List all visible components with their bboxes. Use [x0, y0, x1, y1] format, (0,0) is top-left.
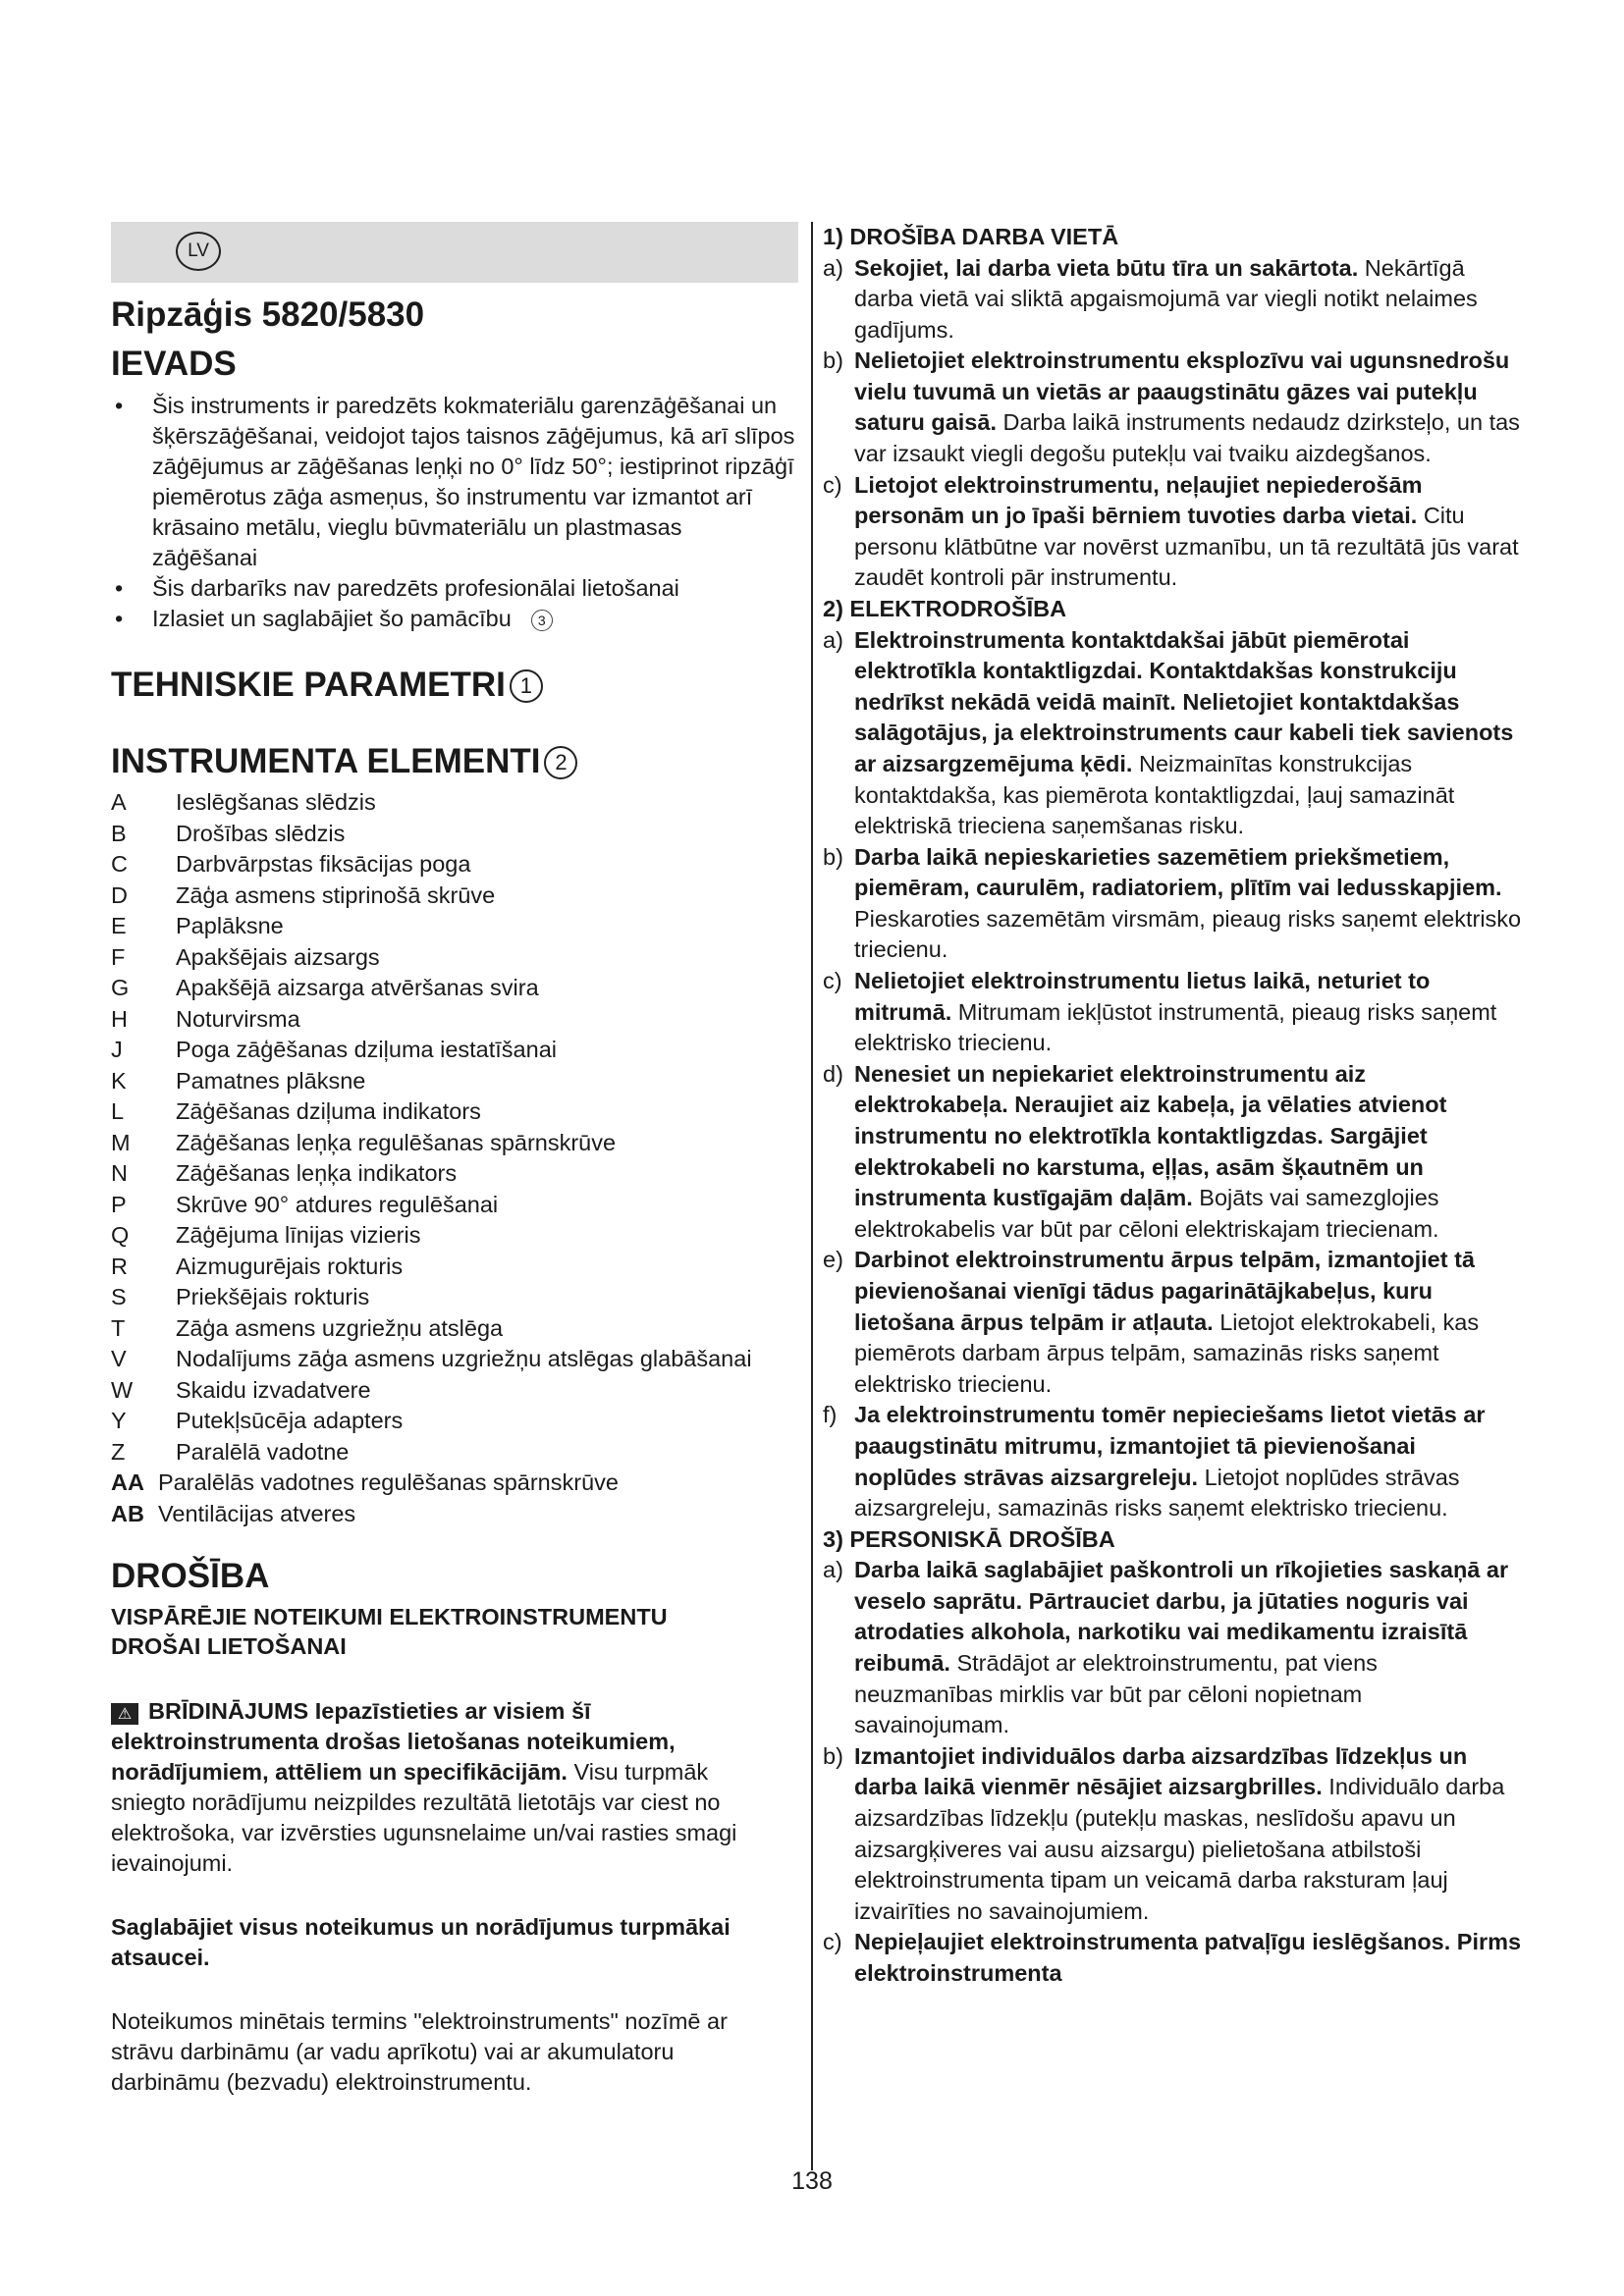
rule-text: Lietojot noplūdes strāvas aizsargreleju, samazinās risks saņemt elektrisko triecienu.	[854, 1464, 1460, 1522]
elements-heading: INSTRUMENTA ELEMENTI 2	[111, 740, 798, 783]
rule-item	[823, 346, 1522, 469]
term-definition: Noteikumos minētais termins "elektroinstruments" nozīmē ar strāvu darbināmu (ar vadu aprīkotu) vai ar akumulatoru darbināmu (bezvadu) elektroinstrumentu.	[111, 2008, 728, 2095]
list-item: • Šis darbarīks nav paredzēts profesionālai lietošanai	[115, 575, 679, 601]
rule-label: d)	[823, 1060, 843, 1087]
parts-list-item	[111, 1128, 798, 1159]
rule-bold-text: Darbinot elektroinstrumentu ārpus telpām, izmantojiet tā pievienošanai vienīgi tādus pagarinātājkabeļus, kuru lietošana ārpus telpām ir atļauta.	[854, 1247, 1475, 1335]
intro-heading: IEVADS	[111, 345, 237, 383]
rule-label: b)	[823, 1742, 843, 1769]
rule-item	[823, 253, 1522, 347]
part-letter: D	[111, 881, 128, 908]
part-letter: N	[111, 1160, 128, 1186]
rule-text: Nekārtīgā darba vietā vai sliktā apgaismojumā var viegli notikt nelaimes gadījums.	[854, 254, 1478, 343]
parts-list-item	[111, 1437, 798, 1468]
rule-label: a)	[823, 626, 843, 653]
rule-bold-text: Nepieļaujiet elektroinstrumenta patvaļīgu ieslēgšanos. Pirms elektroinstrumenta	[854, 1929, 1522, 1986]
rule-item	[823, 1741, 1522, 1928]
part-letter: J	[111, 1037, 123, 1062]
part-label: Paralēlā vadotne	[176, 1438, 350, 1465]
rule-item	[823, 625, 1522, 842]
part-label: Ieslēgšanas slēdzis	[176, 789, 376, 815]
part-label: Pamatnes plāksne	[176, 1067, 366, 1094]
part-letter: C	[111, 851, 128, 877]
list-item: • Šis instruments ir paredzēts kokmateriālu garenzāģēšanai un šķērszāģēšanai, veidojot tajos taisnos zāģējumus, kā arī slīpos zāģējumus ar zāģēšanas leņķi no 0° līdz 50°; iestiprinot ripzāģī piemērotus zāģa asmeņus, šo instrumentu var izmantot arī krāsaino metālu, vieglu būvmateriālu un plastmasas zāģēšanai	[115, 393, 795, 570]
part-letter: K	[111, 1067, 127, 1094]
rule-text: Mitrumam iekļūstot instrumentā, pieaug risks saņemt elektrisko triecienu.	[854, 998, 1497, 1056]
parts-list-item	[111, 787, 798, 819]
part-letter: Q	[111, 1222, 130, 1248]
parts-list-item	[111, 942, 798, 974]
rule-label: e)	[823, 1247, 843, 1273]
rule-item	[823, 1927, 1522, 1989]
list-item: • Izlasiet un saglabājiet šo pamācību 3	[111, 604, 798, 634]
rule-label: c)	[823, 968, 842, 994]
section-heading: 3) PERSONISKĀ DROŠĪBA	[823, 1525, 1115, 1552]
parts-list-item	[111, 1190, 798, 1221]
page-title: Ripzāģis 5820/5830	[111, 295, 425, 334]
parts-list-item	[111, 1468, 798, 1499]
part-label: Ventilācijas atveres	[158, 1500, 356, 1526]
section-heading: 1) DROŠĪBA DARBA VIETĀ	[823, 224, 1119, 249]
section-personal	[823, 1524, 1522, 1990]
rule-label: b)	[823, 843, 843, 870]
rule-bold-text: Lietojot elektroinstrumentu, neļaujiet nepiederošām personām un jo īpaši bērniem tuvoties darba vietai.	[854, 471, 1423, 529]
part-label: Paplāksne	[176, 913, 284, 938]
part-label: Poga zāģēšanas dziļuma iestatīšanai	[176, 1037, 557, 1062]
rule-text: Pieskaroties sazemētām virsmām, pieaug risks saņemt elektrisko triecienu.	[854, 905, 1522, 963]
rule-item	[823, 1555, 1522, 1741]
language-bar	[111, 222, 798, 283]
language-badge: LV	[176, 232, 221, 271]
rule-text: Lietojot elektrokabeli, kas piemērots darbam ārpus telpām, samazinās risks saņemt elektrisko triecienu.	[854, 1308, 1480, 1397]
safety-heading: DROŠĪBA	[111, 1557, 270, 1595]
part-label: Zāģa asmens uzgriežņu atslēga	[176, 1314, 504, 1341]
rule-label: a)	[823, 1557, 843, 1583]
safety-subheading: VISPĀRĒJIE NOTEIKUMI ELEKTROINSTRUMENTU DROŠAI LIETOŠANAI	[111, 1604, 668, 1659]
left-column	[111, 222, 798, 2098]
part-letter: E	[111, 913, 127, 938]
part-label: Zāģēšanas leņķa regulēšanas spārnskrūve	[176, 1129, 617, 1155]
rule-text: Neizmainītas konstrukcijas kontaktdakša, kas piemērota kontaktligzdai, ļauj samazināt elektriskā trieciena saņemšanas risku.	[854, 750, 1455, 839]
parts-list-item	[111, 1499, 798, 1530]
part-label: Zāģēšanas dziļuma indikators	[176, 1098, 481, 1124]
right-column	[823, 222, 1522, 1990]
parts-list-item	[111, 1004, 798, 1036]
part-label: Zāģējuma līnijas vizieris	[176, 1222, 421, 1248]
part-letter: G	[111, 975, 130, 1000]
part-letter: Y	[111, 1408, 127, 1433]
part-label: Putekļsūcēja adapters	[176, 1408, 404, 1433]
rule-bold-text: Elektroinstrumenta kontaktdakšai jābūt piemērotai elektrotīkla kontaktligzdai. Kontaktdakšas konstrukciju nedrīkst nekādā veidā mainīt. Nelietojiet kontaktdakšas salāgotājus, ja elektroinstruments caur kabeli tiek savienots ar aizsargzemējuma ķēdi.	[854, 626, 1514, 776]
rule-bold-text: Ja elektroinstrumentu tomēr nepieciešams lietot vietās ar paaugstinātu mitrumu, izmantojiet tā pievienošanai noplūdes strāvas aizsargreleju.	[854, 1402, 1486, 1490]
parts-list-item	[111, 1344, 798, 1375]
rule-label: c)	[823, 471, 842, 498]
warning-icon: ⚠	[111, 1703, 138, 1725]
part-label: Zāģēšanas leņķa indikators	[176, 1160, 458, 1186]
parts-list-item	[111, 1282, 798, 1313]
intro-bullets	[111, 391, 798, 634]
rule-text: Individuālo darba aizsardzības līdzekļu (putekļu maskas, neslīdošu apavu un aizsargķiveres vai ausu aizsargu) pielietošana atbilstoši elektroinstrumenta tipam un veicamā darba raksturam ļauj izvairīties no savainojumiem.	[854, 1774, 1505, 1924]
parts-list-item	[111, 1406, 798, 1437]
part-label: Drošības slēdzis	[176, 820, 346, 846]
part-label: Skrūve 90° atdures regulēšanai	[176, 1191, 499, 1217]
rule-text: Bojāts vai samezglojies elektrokabelis var būt par cēloni elektriskajam triecienam.	[854, 1185, 1439, 1242]
rule-bold-text: Izmantojiet individuālos darba aizsardzības līdzekļus un darba laikā vienmēr nēsājiet aizsargbrilles.	[854, 1742, 1468, 1800]
rule-text: Citu personu klātbūtne var novērst uzmanību, un tā rezultātā jūs varat zaudēt kontroli pār instrumentu.	[854, 503, 1519, 591]
part-label: Nodalījums zāģa asmens uzgriežņu atslēgas glabāšanai	[176, 1346, 752, 1371]
figure-ref-badge: 1	[510, 669, 543, 703]
part-letter: AB	[111, 1500, 144, 1526]
part-letter: F	[111, 943, 126, 970]
parts-list-item	[111, 1035, 798, 1066]
part-letter: A	[111, 789, 127, 815]
figure-ref-badge: 3	[531, 610, 553, 631]
part-label: Noturvirsma	[176, 1005, 300, 1032]
rule-bold-text: Nelietojiet elektroinstrumentu lietus laikā, neturiet to mitrumā.	[854, 968, 1431, 1025]
part-label: Aizmugurējais rokturis	[176, 1253, 404, 1279]
parts-list-item	[111, 1220, 798, 1252]
warning-paragraph: ⚠ BRĪDINĀJUMS Iepazīstieties ar visiem šī elektroinstrumenta drošas lietošanas noteikumiem, norādījumiem, attēliem un specifikācijām. Visu turpmāk sniegto norādījumu neizpildes rezultātā lietotājs var ciest no elektrošoka, var izvērsties ugunsnelaime un/vai rasties smagi ievainojumi.	[111, 1698, 737, 1876]
rule-label: b)	[823, 347, 843, 374]
part-letter: W	[111, 1376, 134, 1403]
parts-list-item	[111, 1252, 798, 1283]
parts-list-item	[111, 911, 798, 942]
parts-list-item	[111, 849, 798, 881]
rule-label: c)	[823, 1929, 842, 1955]
page-number: 138	[791, 2167, 833, 2195]
section-electrical	[823, 594, 1522, 1524]
column-divider	[811, 222, 813, 2170]
rule-bold-text: Nelietojiet elektroinstrumentu eksplozīvu vai ugunsnedrošu vielu tuvumā un vietās ar paaugstinātu gāzes vai putekļu saturu gaisā.	[854, 347, 1510, 436]
part-letter: P	[111, 1191, 127, 1217]
tech-heading: TEHNISKIE PARAMETRI 1	[111, 664, 798, 707]
parts-list-item	[111, 881, 798, 912]
part-label: Skaidu izvadatvere	[176, 1376, 371, 1403]
part-letter: M	[111, 1129, 131, 1155]
rule-item	[823, 842, 1522, 966]
part-letter: B	[111, 820, 127, 846]
part-label: Paralēlās vadotnes regulēšanas spārnskrūve	[158, 1469, 619, 1495]
rule-item	[823, 966, 1522, 1059]
rule-label: f)	[823, 1402, 838, 1428]
parts-list-item	[111, 1313, 798, 1345]
section-work-area	[823, 222, 1522, 594]
rule-bold-text: Darba laikā saglabājiet paškontroli un rīkojieties saskaņā ar veselo saprātu. Pārtrauciet darbu, ja jūtaties noguris vai atrodaties alkohola, narkotiku vai medikamentu izraisītā reibumā.	[854, 1557, 1509, 1677]
parts-list-item	[111, 819, 798, 850]
rule-bold-text: Nenesiet un nepiekariet elektroinstrumentu aiz elektrokabeļa. Neraujiet aiz kabeļa, ja vēlaties atvienot instrumentu no elektrotīkla kontaktligzdas. Sargājiet elektrokabeli no karstuma, eļļas, asām šķautnēm un instrumenta kustīgajām daļām.	[854, 1060, 1447, 1211]
parts-list-item	[111, 1158, 798, 1190]
part-label: Apakšējā aizsarga atvēršanas svira	[176, 975, 539, 1000]
parts-list	[111, 787, 798, 1529]
section-heading: 2) ELEKTRODROŠĪBA	[823, 596, 1067, 622]
parts-list-item	[111, 1066, 798, 1097]
part-letter: V	[111, 1346, 127, 1371]
part-letter: L	[111, 1098, 125, 1124]
part-letter: S	[111, 1284, 127, 1309]
figure-ref-badge: 2	[544, 746, 577, 779]
part-label: Apakšējais aizsargs	[176, 943, 380, 970]
rule-text: Strādājot ar elektroinstrumentu, pat viens neuzmanības mirklis var būt par cēloni nopietnam savainojumam.	[854, 1650, 1378, 1738]
part-letter: R	[111, 1253, 128, 1279]
rule-item	[823, 1245, 1522, 1400]
part-letter: AA	[111, 1469, 144, 1495]
rule-item	[823, 1059, 1522, 1246]
part-letter: H	[111, 1005, 128, 1032]
part-label: Priekšējais rokturis	[176, 1284, 370, 1309]
rule-label: a)	[823, 254, 843, 281]
rule-text: Darba laikā instruments nedaudz dzirksteļo, un tas var izsaukt viegli degošu putekļu vai tvaiku aizdegšanos.	[854, 409, 1520, 467]
rule-item	[823, 1400, 1522, 1523]
part-label: Zāģa asmens stiprinošā skrūve	[176, 881, 496, 908]
rule-bold-text: Sekojiet, lai darba vieta būtu tīra un sakārtota.	[854, 254, 1359, 281]
part-letter: Z	[111, 1438, 126, 1465]
part-label: Darbvārpstas fiksācijas poga	[176, 851, 471, 877]
rule-bold-text: Darba laikā nepieskarieties sazemētiem priekšmetiem, piemēram, caurulēm, radiatoriem, plītīm vai ledusskapjiem.	[854, 843, 1502, 901]
parts-list-item	[111, 1375, 798, 1407]
part-letter: T	[111, 1314, 126, 1341]
parts-list-item	[111, 1096, 798, 1128]
parts-list-item	[111, 973, 798, 1004]
keep-instructions: Saglabājiet visus noteikumus un norādījumus turpmākai atsaucei.	[111, 1914, 731, 1970]
rule-item	[823, 470, 1522, 594]
